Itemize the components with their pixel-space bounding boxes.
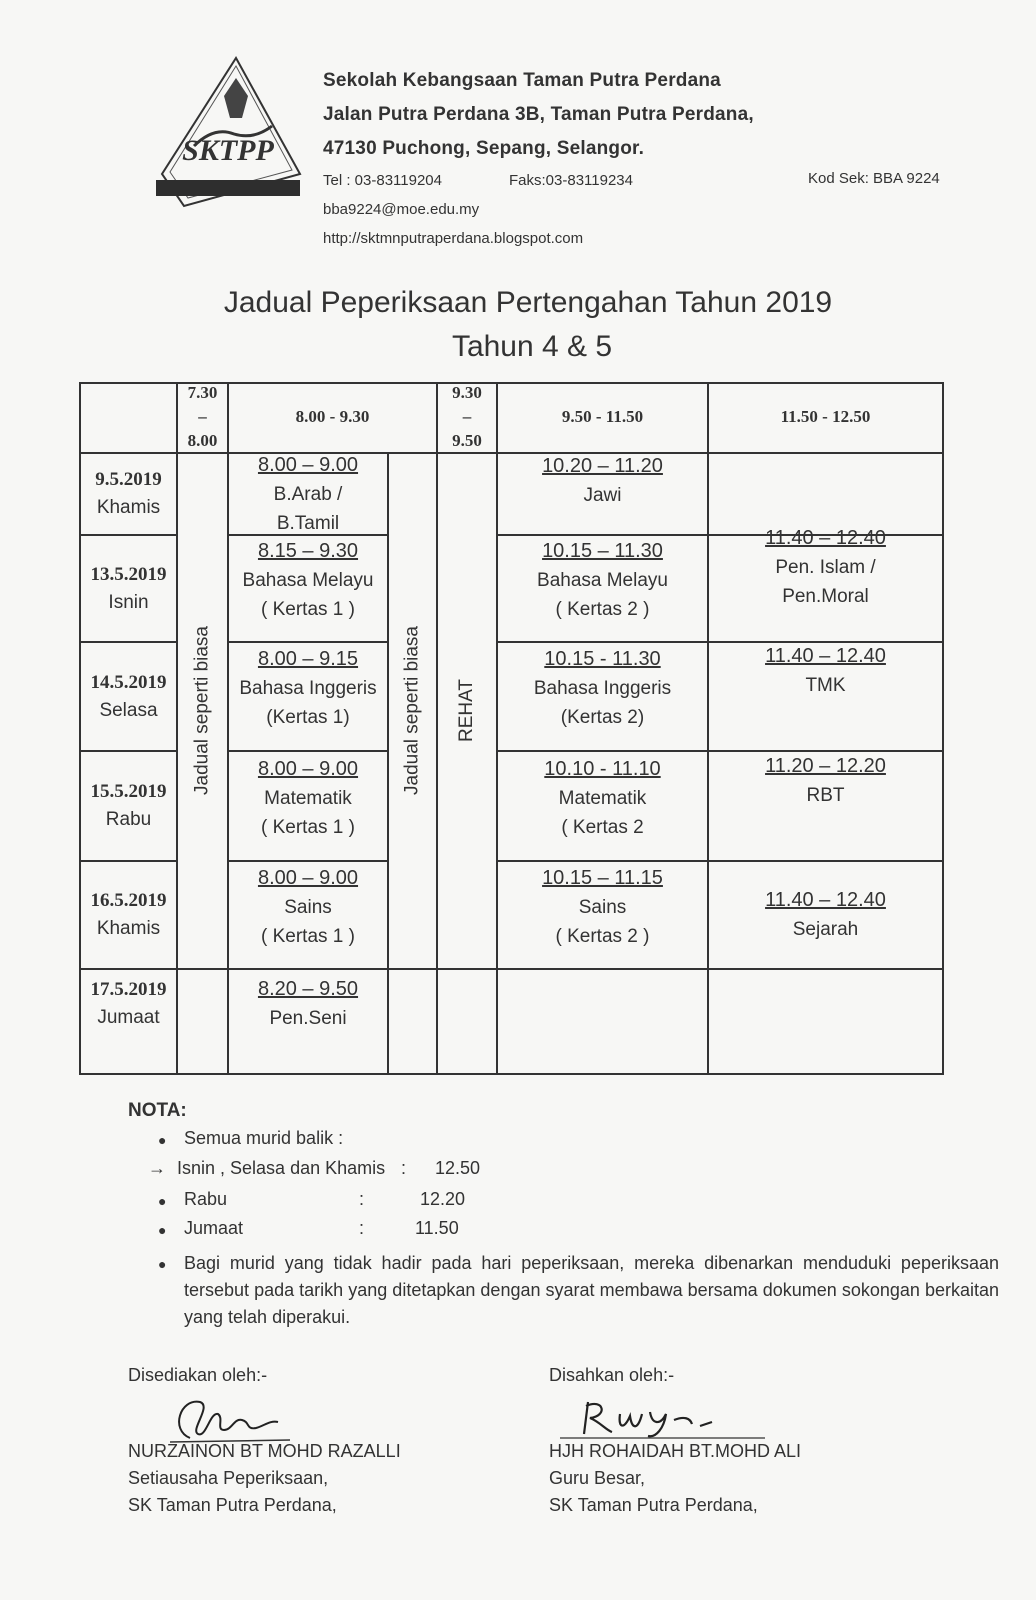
school-address-1: Jalan Putra Perdana 3B, Taman Putra Perdana, <box>323 104 754 125</box>
prepared-by-label: Disediakan oleh:- <box>128 1365 268 1385</box>
break-rehat: REHAT <box>456 679 477 743</box>
regular-schedule-col3: Jadual seperti biasa <box>401 626 423 796</box>
exam-slot-3: 11.40 – 12.40 Pen. Islam / Pen.Moral <box>765 526 886 607</box>
school-tel: Tel : 03-83119204 <box>323 172 442 189</box>
prepared-by-name: NURZAINON BT MOHD RAZALLI <box>128 1441 401 1461</box>
arrow-icon: → <box>148 1158 166 1178</box>
prepared-by-title: Setiausaha Peperiksaan, <box>128 1468 329 1488</box>
exam-slot-2: 10.10 - 11.10 Matematik ( Kertas 2 <box>544 757 661 838</box>
signature-right <box>560 1392 780 1442</box>
approved-by-title: Guru Besar, <box>549 1468 646 1488</box>
bullet: ● <box>158 1222 167 1238</box>
exam-timetable <box>79 382 944 1075</box>
approved-by-org: SK Taman Putra Perdana, <box>549 1495 758 1515</box>
nota-line-2-colon: : <box>401 1158 407 1178</box>
bullet: ● <box>158 1256 167 1272</box>
nota-paragraph: Bagi murid yang tidak hadir pada hari peperiksaan, mereka dibenarkan menduduki peperiksaan tersebut pada tarikh yang ditetapkan dengan syarat membawa bersama dokumen sokongan berkaitan yang telah diperakui. <box>184 1253 999 1327</box>
school-logo <box>154 56 302 216</box>
exam-slot-1: 8.15 – 9.30 Bahasa Melayu ( Kertas 1 ) <box>242 539 374 620</box>
table-row-date: 16.5.2019 Khamis <box>90 890 167 939</box>
bullet: ● <box>158 1132 167 1148</box>
table-row-date: 15.5.2019 Rabu <box>90 781 167 830</box>
header-col-0930: 9.30 – 9.50 <box>452 383 482 450</box>
header-col-1150: 11.50 - 12.50 <box>780 407 871 426</box>
header-col-0730: 7.30 – 8.00 <box>187 383 218 450</box>
school-fax: Faks:03-83119234 <box>509 172 633 189</box>
nota-line-4-colon: : <box>359 1218 365 1238</box>
exam-slot-3: 11.40 – 12.40 Sejarah <box>765 889 886 940</box>
approved-by-name: HJH ROHAIDAH BT.MOHD ALI <box>549 1441 802 1461</box>
header-col-0950: 9.50 - 11.50 <box>561 407 644 426</box>
school-email: bba9224@moe.edu.my <box>323 201 480 218</box>
nota-line-3-time: 12.20 <box>420 1189 466 1209</box>
school-address-2: 47130 Puchong, Sepang, Selangor. <box>323 138 645 159</box>
bullet: ● <box>158 1193 167 1209</box>
nota-line-2-label: Isnin , Selasa dan Khamis <box>177 1158 386 1178</box>
exam-slot-1: 8.20 – 9.50 Pen.Seni <box>257 978 359 1029</box>
prepared-by-org: SK Taman Putra Perdana, <box>128 1495 337 1515</box>
exam-slot-2: 10.15 - 11.30 Bahasa Inggeris (Kertas 2) <box>533 647 672 728</box>
nota-line-4-label: Jumaat <box>184 1218 244 1238</box>
exam-slot-1: 8.00 – 9.00 B.Arab / B.Tamil <box>257 453 359 534</box>
svg-text:SKTPP: SKTPP <box>182 134 274 167</box>
exam-slot-3: 11.40 – 12.40 TMK <box>765 645 886 696</box>
exam-slot-2: 10.20 – 11.20 Jawi <box>542 455 663 506</box>
table-row-date: 17.5.2019 Jumaat <box>90 979 167 1028</box>
school-website: http://sktmnputraperdana.blogspot.com <box>323 230 584 247</box>
exam-slot-1: 8.00 – 9.15 Bahasa Inggeris (Kertas 1) <box>239 647 377 728</box>
exam-slot-1: 8.00 – 9.00 Matematik ( Kertas 1 ) <box>257 757 359 838</box>
table-row-date: 14.5.2019 Selasa <box>90 671 167 721</box>
document-title: Jadual Peperiksaan Pertengahan Tahun 2019 <box>223 286 833 319</box>
nota-line-3-colon: : <box>359 1189 365 1209</box>
table-row-date: 9.5.2019 Khamis <box>95 469 162 518</box>
exam-slot-1: 8.00 – 9.00 Sains ( Kertas 1 ) <box>257 866 359 947</box>
school-code: Kod Sek: BBA 9224 <box>808 170 940 187</box>
exam-slot-2: 10.15 – 11.15 Sains ( Kertas 2 ) <box>542 866 663 947</box>
nota-line-1: Semua murid balik : <box>184 1128 344 1148</box>
nota-line-3-label: Rabu <box>184 1189 228 1209</box>
exam-slot-3: 11.20 – 12.20 RBT <box>765 755 886 806</box>
header-col-0800: 8.00 - 9.30 <box>295 407 370 426</box>
regular-schedule-col1: Jadual seperti biasa <box>191 626 213 796</box>
nota-heading: NOTA: <box>128 1100 187 1121</box>
school-name: Sekolah Kebangsaan Taman Putra Perdana <box>323 70 721 91</box>
nota-line-4-time: 11.50 <box>415 1218 459 1238</box>
table-row-date: 13.5.2019 Isnin <box>90 563 167 613</box>
approved-by-label: Disahkan oleh:- <box>549 1365 675 1385</box>
exam-slot-2: 10.15 – 11.30 Bahasa Melayu ( Kertas 2 ) <box>537 539 668 620</box>
document-subtitle: Tahun 4 & 5 <box>451 330 613 363</box>
nota-line-2-time: 12.50 <box>435 1158 481 1178</box>
